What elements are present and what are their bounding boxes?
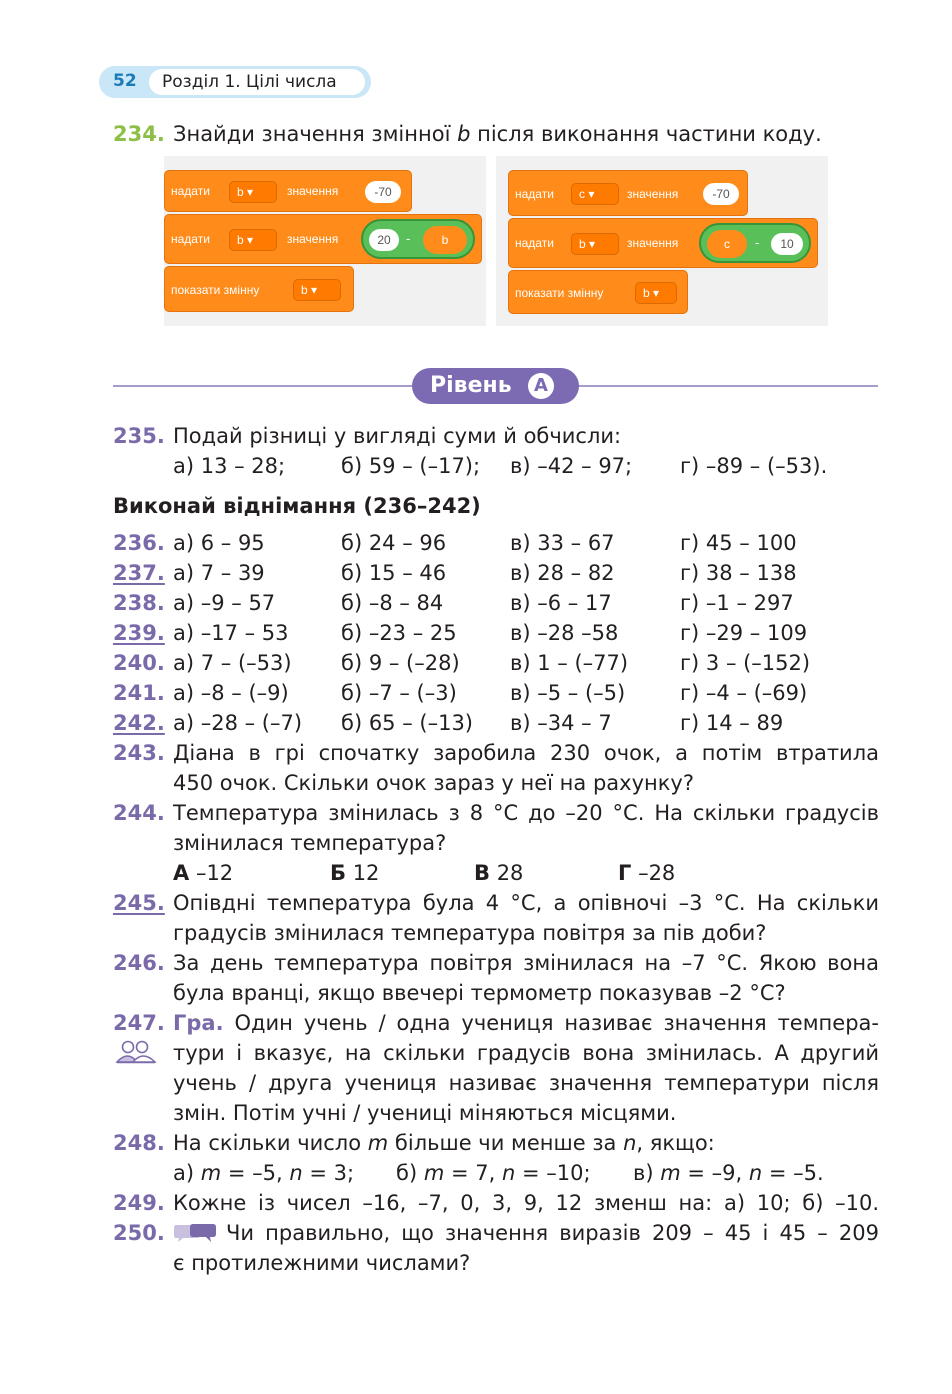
variable-dropdown: b ▾ [571, 233, 619, 255]
item-a: а) –17 – 53 [173, 621, 289, 645]
item-c: в) m = –9, n = –5. [633, 1161, 824, 1185]
block-label: надати [171, 184, 210, 198]
problem-248-items [0, 1158, 952, 1188]
problem-248 [113, 1128, 173, 1158]
block-label: значення [627, 187, 679, 201]
subtract-operator [361, 219, 475, 259]
block-label: показати змінну [515, 286, 604, 300]
item-a: а) m = –5, n = 3; [173, 1161, 355, 1185]
level-word: Рівень [430, 373, 512, 398]
item-d: г) –29 – 109 [680, 621, 808, 645]
problem-text-line: Температура змінилась з 8 °С до –20 °С. На скільки градусів [173, 801, 879, 825]
item-b: б) 9 – (–28) [341, 651, 460, 675]
block-label: надати [515, 187, 554, 201]
operator-sign: - [755, 235, 760, 250]
problem-number: 243. [113, 741, 165, 765]
option-g: Г –28 [618, 861, 676, 885]
item-b: б) 65 – (–13) [341, 711, 473, 735]
problem-text-line: була вранці, якщо ввечері термометр показував –2 °С? [173, 981, 786, 1005]
item-c: в) –42 – 97; [510, 454, 633, 478]
item-d: г) –4 – (–69) [680, 681, 808, 705]
problem-text-line: Чи правильно, що значення виразів 209 – 45 і 45 – 209 [226, 1221, 879, 1245]
item-d: г) 3 – (–152) [680, 651, 811, 675]
item-d: г) –1 – 297 [680, 591, 794, 615]
problem-234 [113, 119, 822, 149]
value-oval: -70 [365, 181, 401, 203]
problem-text-line: змін. Потім учні / учениці міняються місцями. [173, 1101, 677, 1125]
variable-dropdown: b ▾ [229, 181, 277, 203]
pair-people-icon [115, 1040, 157, 1064]
option-a: А –12 [173, 861, 234, 885]
problem-235 [113, 421, 621, 451]
item-b: б) –8 – 84 [341, 591, 444, 615]
item-c: в) 28 – 82 [510, 561, 615, 585]
problem-text: Знайди значення змінної [173, 122, 458, 146]
problem-number: 242. [113, 711, 165, 735]
item-c: в) 1 – (–77) [510, 651, 629, 675]
item-a: а) –28 – (–7) [173, 711, 303, 735]
item-c: в) –34 – 7 [510, 711, 612, 735]
variable-dropdown: b ▾ [635, 282, 677, 304]
item-a: а) –9 – 57 [173, 591, 276, 615]
value-oval: -70 [703, 183, 739, 205]
problem-text-line: учень / друга учениця називає значення температури після [173, 1071, 879, 1095]
problem-243 [113, 738, 173, 768]
item-a: а) 7 – (–53) [173, 651, 292, 675]
problem-text-line: Діана в грі спочатку заробила 230 очок, а потім втратила [173, 741, 879, 765]
value-oval: 10 [771, 233, 803, 255]
problem-number: 235. [113, 424, 165, 448]
item-c: в) 33 – 67 [510, 531, 615, 555]
exercise-row [0, 528, 952, 558]
problem-number: 246. [113, 951, 165, 975]
problem-number: 238. [113, 591, 165, 615]
block-label: значення [287, 232, 339, 246]
page-header [99, 66, 371, 98]
scratch-block-set [508, 170, 748, 216]
problem-text-line: За день температура повітря змінилася на –7 °С. Якою вона [173, 951, 879, 975]
problem-text-line: змінилася температура? [173, 831, 447, 855]
problem-text: після виконання частини коду. [470, 122, 822, 146]
scratch-block-set [508, 218, 818, 268]
item-d: г) 14 – 89 [680, 711, 784, 735]
item-c: в) –28 –58 [510, 621, 619, 645]
item-c: в) –5 – (–5) [510, 681, 626, 705]
variable-dropdown: c ▾ [571, 183, 619, 205]
operator-sign: - [406, 231, 411, 246]
level-letter-circle: A [528, 373, 554, 399]
game-label: Гра. [173, 1011, 224, 1035]
problem-number: 237. [113, 561, 165, 585]
problem-text-line: Кожне із чисел –16, –7, 0, 3, 9, 12 зменш на: а) 10; б) –10. [173, 1191, 879, 1215]
problem-number: 248. [113, 1131, 165, 1155]
answer-options [0, 858, 952, 888]
problem-246 [113, 948, 173, 978]
problem-number: 244. [113, 801, 165, 825]
block-label: надати [171, 232, 210, 246]
problem-number: 249. [113, 1191, 165, 1215]
problem-text-line: Опівдні температура була 4 °С, а опівночі –3 °С. На скільки [173, 891, 879, 915]
item-b: б) m = 7, n = –10; [396, 1161, 591, 1185]
problem-number: 241. [113, 681, 165, 705]
problem-number: 234. [113, 122, 165, 146]
variable-reporter: c [707, 230, 747, 258]
item-b: б) –23 – 25 [341, 621, 457, 645]
scratch-block-show [508, 270, 688, 314]
block-label: показати змінну [171, 283, 260, 297]
block-label: надати [515, 236, 554, 250]
problem-text-line: тури і вказує, на скільки градусів вона змінилась. А другий [173, 1041, 879, 1065]
block-label: значення [287, 184, 339, 198]
exercise-row [0, 588, 952, 618]
page-number: 52 [113, 71, 137, 91]
variable-reporter: b [423, 226, 467, 254]
problem-245 [113, 888, 173, 918]
problem-text: Подай різниці у вигляді суми й обчисли: [173, 424, 622, 448]
problem-number: 250. [113, 1221, 165, 1245]
problem-text-line: градусів змінилася температура повітря за пів доби? [173, 921, 767, 945]
variable-dropdown: b ▾ [293, 279, 341, 301]
item-d: г) 45 – 100 [680, 531, 797, 555]
item-a: а) 13 – 28; [173, 454, 286, 478]
item-b: б) 24 – 96 [341, 531, 447, 555]
problem-249 [113, 1188, 173, 1218]
problem-250 [113, 1218, 173, 1248]
item-b: б) –7 – (–3) [341, 681, 457, 705]
item-c: в) –6 – 17 [510, 591, 612, 615]
level-badge [412, 368, 579, 404]
problem-text-line: є протилежними числами? [173, 1251, 471, 1275]
item-b: б) 59 – (–17); [341, 454, 481, 478]
scratch-block-set [164, 214, 482, 264]
problem-text-line: Гра. Один учень / одна учениця називає значення темпера- [173, 1011, 879, 1035]
option-v: В 28 [474, 861, 524, 885]
variable-b: b [457, 122, 471, 146]
exercise-row [0, 618, 952, 648]
value-oval: 20 [369, 229, 399, 251]
exercise-row [0, 648, 952, 678]
item-b: б) 15 – 46 [341, 561, 447, 585]
chapter-title: Розділ 1. Цілі числа [149, 69, 365, 95]
problem-247 [113, 1008, 173, 1038]
exercise-row [0, 678, 952, 708]
variable-dropdown: b ▾ [229, 229, 277, 251]
section-heading: Виконай віднімання (236–242) [113, 494, 481, 518]
item-a: а) 6 – 95 [173, 531, 265, 555]
exercise-row [0, 558, 952, 588]
problem-235-items [0, 451, 952, 481]
item-a: а) 7 – 39 [173, 561, 265, 585]
item-d: г) 38 – 138 [680, 561, 797, 585]
exercise-row [0, 708, 952, 738]
speech-bubbles-icon [173, 1222, 217, 1244]
block-label: значення [627, 236, 679, 250]
problem-244 [113, 798, 173, 828]
problem-number: 245. [113, 891, 165, 915]
problem-text-line: 450 очок. Скільки очок зараз у неї на рахунку? [173, 771, 695, 795]
problem-number: 239. [113, 621, 165, 645]
problem-number: 236. [113, 531, 165, 555]
problem-text-line: На скільки число m більше чи менше за n, якщо: [173, 1131, 715, 1155]
problem-number: 247. [113, 1011, 165, 1035]
scratch-code-left [164, 156, 486, 326]
item-d: г) –89 – (–53). [680, 454, 828, 478]
problem-number: 240. [113, 651, 165, 675]
option-b: Б 12 [330, 861, 380, 885]
scratch-block-set [164, 170, 412, 212]
scratch-block-show [164, 266, 354, 312]
subtract-operator [699, 223, 811, 263]
item-a: а) –8 – (–9) [173, 681, 289, 705]
scratch-code-right [496, 156, 828, 326]
